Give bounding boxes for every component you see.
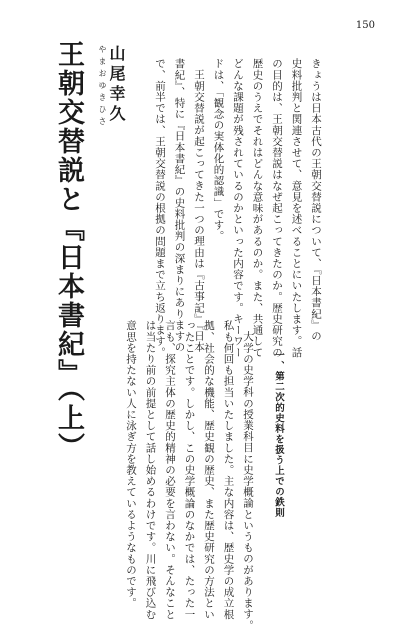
section-line: 大学の史学科の授業科目に史学概論というものがあります。: [242, 330, 254, 630]
intro-line: で、前半では、王朝交替説の根拠の問題まで立ち返ります。: [154, 58, 166, 358]
intro-line: 史料批判と関連させて、意見を述べることにいたします。話: [290, 58, 303, 358]
intro-text: [150, 58, 326, 358]
intro-line: 王朝交替説が起こってきた一つの理由は『古事記』『日本: [193, 68, 205, 352]
section-body: [121, 320, 258, 630]
author-ruby: やまおゆきひさ: [98, 45, 107, 129]
page-number: 150: [355, 20, 375, 31]
author-block: [96, 45, 125, 129]
section-line: 言も、探究主体の歴史的精神の必要を言わない。そんなこと: [164, 320, 176, 620]
section-line: 拠、社会的な機能、歴史観の歴史、また歴史研究の方法とい: [203, 320, 215, 620]
intro-line: どんな課題が残されているのかといった内容です。キーワー: [232, 58, 244, 358]
section-heading: 一、第二次的史料を扱う上での鉄則: [273, 350, 284, 518]
article-title: 王朝交替説と『日本書紀』（上）: [53, 40, 84, 462]
intro-line: きょうは日本古代の王朝交替説について、『日本書紀』の: [310, 58, 322, 342]
intro-line: 書紀』、特に『日本書紀』の史料批判の深まりにありますの: [173, 58, 186, 353]
intro-line: の目的は、王朝交替説はなぜ起こってきたのか。歴史研究の: [271, 58, 283, 358]
section-line: 私も何回も担当いたしました。主な内容は、歴史学の成立根: [222, 320, 235, 620]
section-line: ったことです。しかし、この史学概論のなかでは、たった一: [183, 320, 196, 620]
section-line: 意思を持たない人に泳ぎ方を教えているようなものです。: [125, 320, 137, 609]
author-name: 山尾幸久: [107, 45, 126, 125]
intro-line: 歴史のうえでそれはどんな意味があるのか。また、共通して: [251, 58, 264, 358]
section-line: は当たり前の前提として話し始めるわけです。川に飛び込む: [144, 320, 157, 620]
intro-line: ドは、「観念の実体化的認識」です。: [212, 58, 225, 242]
